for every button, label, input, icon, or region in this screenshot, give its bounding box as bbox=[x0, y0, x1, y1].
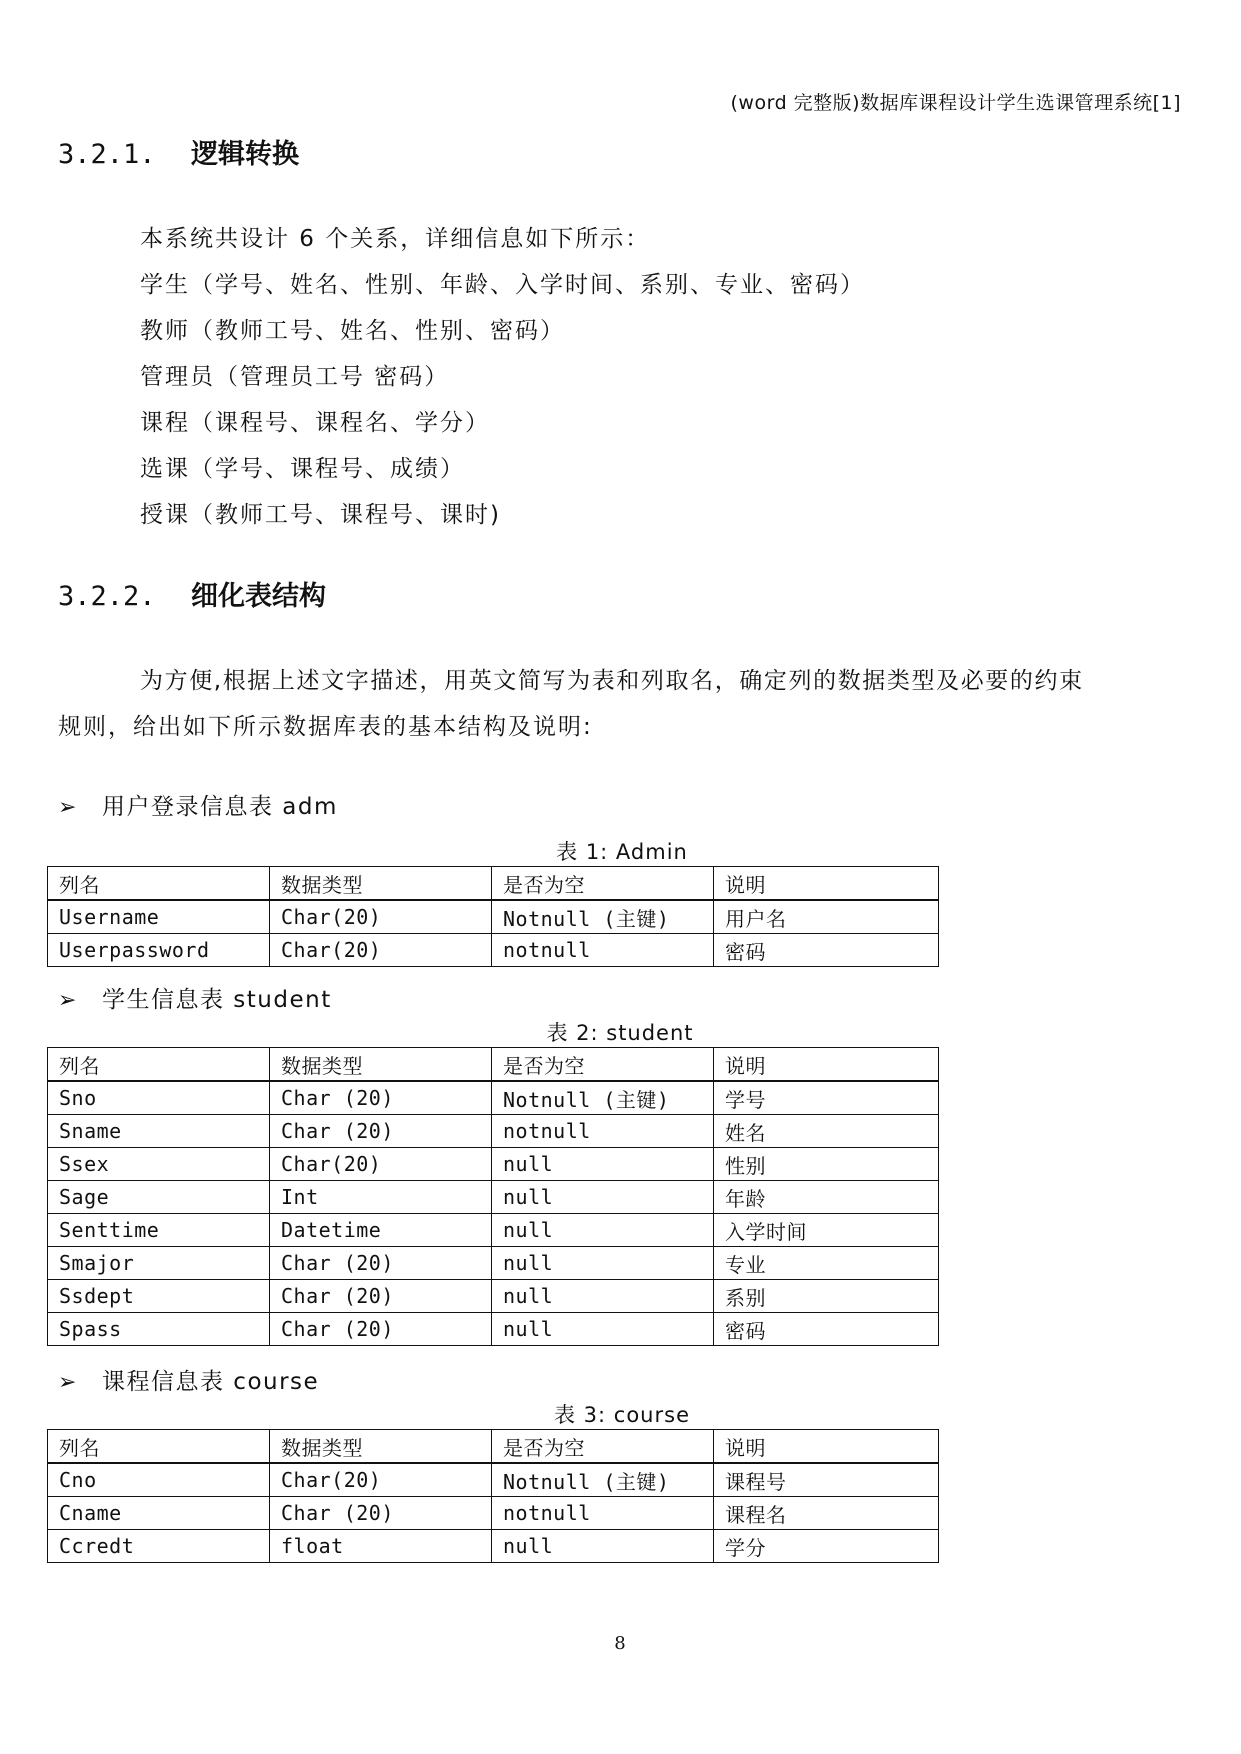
section-heading-3-2-2 bbox=[58, 574, 326, 613]
relation-student: 学生（学号、姓名、性别、年龄、入学时间、系别、专业、密码） bbox=[140, 272, 865, 298]
column-header: 说明 bbox=[714, 1048, 939, 1082]
section-title: 逻辑转换 bbox=[191, 139, 299, 170]
table-cell: 密码 bbox=[714, 1313, 939, 1346]
table-cell: null bbox=[492, 1530, 714, 1563]
table-cell: float bbox=[270, 1530, 492, 1563]
paragraph-line-1: 为方便,根据上述文字描述，用英文简写为表和列取名，确定列的数据类型及必要的约束 bbox=[140, 668, 1084, 694]
column-header: 说明 bbox=[714, 1430, 939, 1464]
relation-course: 课程（课程号、课程名、学分） bbox=[140, 410, 490, 436]
table-cell: Datetime bbox=[270, 1214, 492, 1247]
table-cell: Username bbox=[48, 900, 270, 934]
table-cell: 姓名 bbox=[714, 1115, 939, 1148]
table-row bbox=[48, 900, 939, 934]
table-cell: Ccredt bbox=[48, 1530, 270, 1563]
table-cell: notnull bbox=[492, 934, 714, 967]
section-title: 细化表结构 bbox=[191, 581, 326, 612]
table-caption: 表 1: Admin bbox=[556, 840, 688, 864]
table-cell: 性别 bbox=[714, 1148, 939, 1181]
relation-teaching: 授课（教师工号、课程号、课时) bbox=[140, 502, 501, 528]
table-cell: 用户名 bbox=[714, 900, 939, 934]
table-cell: null bbox=[492, 1280, 714, 1313]
table-cell: Char(20) bbox=[270, 1463, 492, 1497]
table-cell: Sage bbox=[48, 1181, 270, 1214]
column-header: 是否为空 bbox=[492, 1430, 714, 1464]
table-row bbox=[48, 1530, 939, 1563]
table-row bbox=[48, 934, 939, 967]
table-cell: 入学时间 bbox=[714, 1214, 939, 1247]
column-header: 是否为空 bbox=[492, 867, 714, 901]
table-cell: Ssex bbox=[48, 1148, 270, 1181]
table-cell: 密码 bbox=[714, 934, 939, 967]
relation-teacher: 教师（教师工号、姓名、性别、密码） bbox=[140, 318, 565, 344]
table-row bbox=[48, 1497, 939, 1530]
table-cell: Userpassword bbox=[48, 934, 270, 967]
section-number: 3.2.1. bbox=[58, 139, 156, 170]
column-header: 是否为空 bbox=[492, 1048, 714, 1082]
table-cell: Int bbox=[270, 1181, 492, 1214]
table-cell: Smajor bbox=[48, 1247, 270, 1280]
table-cell: null bbox=[492, 1313, 714, 1346]
column-header: 数据类型 bbox=[270, 1048, 492, 1082]
table-cell: Spass bbox=[48, 1313, 270, 1346]
bullet-label: 用户登录信息表 adm bbox=[102, 794, 338, 820]
table-cell: Char (20) bbox=[270, 1280, 492, 1313]
column-header: 列名 bbox=[48, 1048, 270, 1082]
table-header-row bbox=[48, 1430, 939, 1464]
column-header: 数据类型 bbox=[270, 1430, 492, 1464]
table-cell: Sno bbox=[48, 1081, 270, 1115]
table-cell: Char(20) bbox=[270, 934, 492, 967]
column-header: 列名 bbox=[48, 1430, 270, 1464]
column-header: 列名 bbox=[48, 867, 270, 901]
table-row bbox=[48, 1313, 939, 1346]
table-cell: 专业 bbox=[714, 1247, 939, 1280]
relation-admin: 管理员（管理员工号 密码） bbox=[140, 364, 450, 390]
bullet-course-table bbox=[58, 1363, 319, 1396]
column-header: 数据类型 bbox=[270, 867, 492, 901]
table-cell: Ssdept bbox=[48, 1280, 270, 1313]
table-row bbox=[48, 1247, 939, 1280]
table-cell: Char(20) bbox=[270, 1148, 492, 1181]
bullet-admin-table bbox=[58, 788, 338, 821]
arrow-bullet-icon: ➢ bbox=[58, 988, 78, 1013]
table-cell: 学分 bbox=[714, 1530, 939, 1563]
table-cell: Char(20) bbox=[270, 900, 492, 934]
table-cell: notnull bbox=[492, 1497, 714, 1530]
table-cell: Char (20) bbox=[270, 1247, 492, 1280]
table-row bbox=[48, 1148, 939, 1181]
table-cell: Senttime bbox=[48, 1214, 270, 1247]
table-cell: Notnull (主键) bbox=[492, 1463, 714, 1497]
table-caption: 表 2: student bbox=[546, 1021, 694, 1045]
page-number: 8 bbox=[614, 1633, 626, 1654]
table-cell: null bbox=[492, 1148, 714, 1181]
table-row bbox=[48, 1115, 939, 1148]
admin-table bbox=[47, 866, 939, 967]
table-cell: null bbox=[492, 1247, 714, 1280]
table-cell: 系别 bbox=[714, 1280, 939, 1313]
table-cell: Char (20) bbox=[270, 1081, 492, 1115]
arrow-bullet-icon: ➢ bbox=[58, 795, 78, 820]
table-row bbox=[48, 1214, 939, 1247]
table-row bbox=[48, 1280, 939, 1313]
relation-enrollment: 选课（学号、课程号、成绩） bbox=[140, 456, 465, 482]
table-cell: Cname bbox=[48, 1497, 270, 1530]
section-number: 3.2.2. bbox=[58, 581, 156, 612]
table-cell: null bbox=[492, 1214, 714, 1247]
table-row bbox=[48, 1081, 939, 1115]
arrow-bullet-icon: ➢ bbox=[58, 1370, 78, 1395]
table-header-row bbox=[48, 1048, 939, 1082]
table-cell: null bbox=[492, 1181, 714, 1214]
table-cell: Cno bbox=[48, 1463, 270, 1497]
table-cell: notnull bbox=[492, 1115, 714, 1148]
running-header: (word 完整版)数据库课程设计学生选课管理系统[1] bbox=[730, 92, 1181, 114]
table-cell: Sname bbox=[48, 1115, 270, 1148]
table-cell: Char (20) bbox=[270, 1115, 492, 1148]
paragraph-line-2: 规则，给出如下所示数据库表的基本结构及说明: bbox=[58, 714, 593, 740]
intro-paragraph: 本系统共设计 6 个关系，详细信息如下所示： bbox=[140, 226, 651, 252]
course-table bbox=[47, 1429, 939, 1563]
table-cell: Char (20) bbox=[270, 1313, 492, 1346]
section-heading-3-2-1 bbox=[58, 132, 299, 171]
table-cell: 课程号 bbox=[714, 1463, 939, 1497]
column-header: 说明 bbox=[714, 867, 939, 901]
table-row bbox=[48, 1181, 939, 1214]
table-cell: Notnull (主键) bbox=[492, 1081, 714, 1115]
bullet-label: 课程信息表 course bbox=[102, 1369, 320, 1395]
table-caption: 表 3: course bbox=[554, 1403, 690, 1427]
bullet-label: 学生信息表 student bbox=[102, 987, 332, 1013]
table-cell: 学号 bbox=[714, 1081, 939, 1115]
table-header-row bbox=[48, 867, 939, 901]
bullet-student-table bbox=[58, 981, 332, 1014]
table-cell: 课程名 bbox=[714, 1497, 939, 1530]
table-cell: 年龄 bbox=[714, 1181, 939, 1214]
table-row bbox=[48, 1463, 939, 1497]
table-cell: Notnull (主键) bbox=[492, 900, 714, 934]
table-cell: Char (20) bbox=[270, 1497, 492, 1530]
student-table bbox=[47, 1047, 939, 1346]
